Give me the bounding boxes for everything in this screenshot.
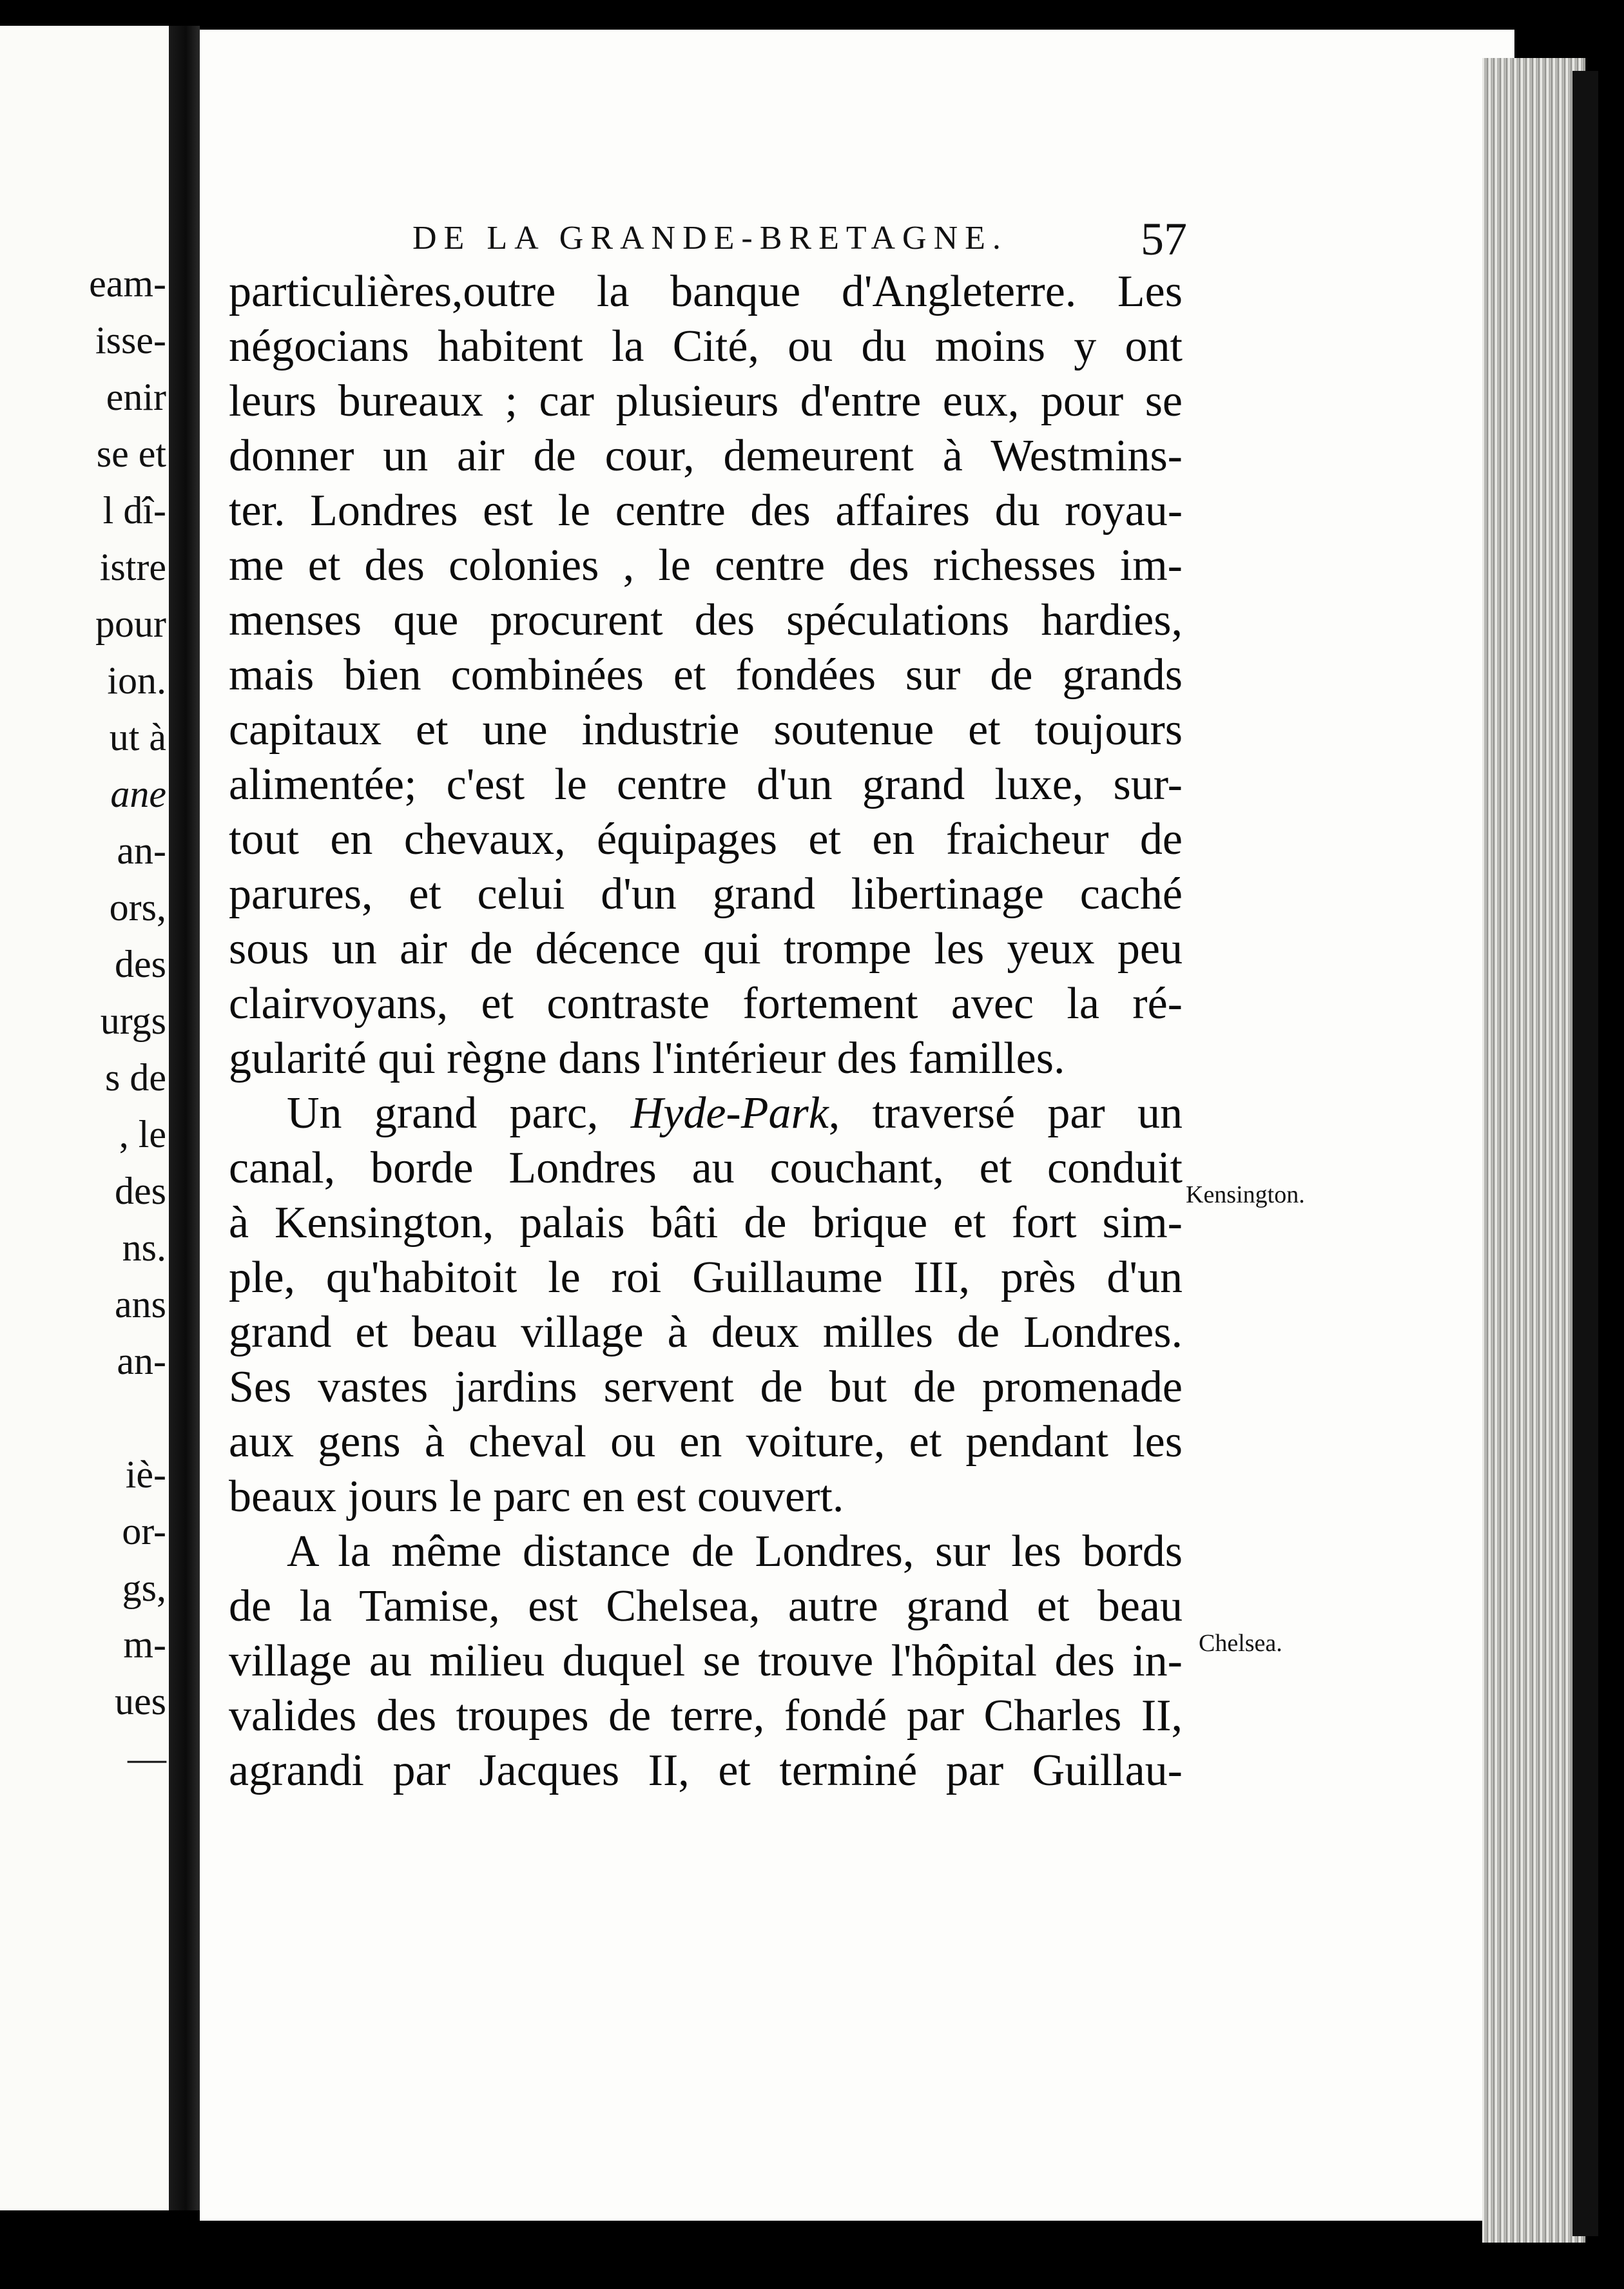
- page-fore-edge-shadow: [1572, 71, 1598, 2236]
- text-line: village au milieu duquel se trouve l'hôpital des in-: [229, 1636, 1183, 1686]
- left-page-fragment: ues: [115, 1680, 166, 1723]
- left-page-fragment: gs,: [122, 1567, 166, 1609]
- left-page-fragment: or-: [122, 1510, 166, 1552]
- text-line: valides des troupes de terre, fondé par Charles II,: [229, 1691, 1183, 1741]
- text-line: particulières,outre la banque d'Angleterre. Les: [229, 267, 1183, 316]
- paragraph-start-line: A la même distance de Londres, sur les bords: [287, 1527, 1183, 1576]
- text-line: grand et beau village à deux milles de Londres.: [229, 1308, 1183, 1357]
- left-page-fragment: pour: [95, 603, 166, 645]
- text-line: leurs bureaux ; car plusieurs d'entre eux, pour se: [229, 376, 1183, 426]
- left-page-fragment: des: [115, 943, 166, 985]
- text-line: ple, qu'habitoit le roi Guillaume III, près d'un: [229, 1253, 1183, 1302]
- left-page-fragment: des: [115, 1170, 166, 1212]
- left-page-fragment: s de: [105, 1056, 166, 1099]
- text-line: gularité qui règne dans l'intérieur des familles.: [229, 1034, 1065, 1083]
- book-gutter: [169, 26, 200, 2210]
- text-line: menses que procurent des spéculations hardies,: [229, 595, 1183, 645]
- text-line: Ses vastes jardins servent de but de promenade: [229, 1362, 1183, 1412]
- text-line: me et des colonies , le centre des richesses im-: [229, 541, 1183, 590]
- left-page-fragment: se et: [96, 432, 166, 475]
- page-number: 57: [1141, 213, 1187, 265]
- left-page-fragment: l dî-: [102, 489, 166, 532]
- left-page-fragment: urgs: [100, 1000, 166, 1042]
- left-page-fragment: ion.: [107, 659, 166, 702]
- text-line: aux gens à cheval ou en voiture, et pendant les: [229, 1417, 1183, 1467]
- paragraph-start-line: [229, 1086, 1183, 1141]
- text-line: donner un air de cour, demeurent à Westmins-: [229, 431, 1183, 481]
- left-page-fragment: eam-: [89, 262, 166, 305]
- left-page-fragment: ut à: [109, 716, 166, 758]
- left-page-fragment: , le: [119, 1113, 166, 1155]
- text-line: agrandi par Jacques II, et terminé par Guillau-: [229, 1746, 1183, 1795]
- left-page-fragment: m-: [123, 1623, 166, 1666]
- text-line: beaux jours le parc en est couvert.: [229, 1472, 844, 1521]
- left-page-fragment: istre: [99, 546, 166, 588]
- text-line: clairvoyans, et contraste fortement avec la ré-: [229, 979, 1183, 1029]
- left-page-fragment: —: [128, 1737, 166, 1779]
- left-page-fragment: an-: [117, 829, 166, 872]
- text-line: alimentée; c'est le centre d'un grand luxe, sur-: [229, 760, 1183, 809]
- running-head: DE LA GRANDE-BRETAGNE.: [412, 220, 1008, 256]
- text-line: négocians habitent la Cité, ou du moins y ont: [229, 322, 1183, 371]
- margin-note-chelsea: Chelsea.: [1199, 1630, 1282, 1657]
- text-span: Un grand parc,: [287, 1088, 631, 1138]
- text-line: parures, et celui d'un grand libertinage caché: [229, 869, 1183, 919]
- text-line: canal, borde Londres au couchant, et conduit: [229, 1143, 1183, 1193]
- italic-place-name: Hyde-Park: [630, 1088, 829, 1138]
- left-facing-page: [0, 26, 169, 2210]
- left-page-fragment: isse-: [95, 319, 166, 362]
- left-page-fragment: an-: [117, 1340, 166, 1382]
- page-fore-edge: [1482, 58, 1585, 2243]
- text-line: tout en chevaux, équipages et en fraicheur de: [229, 815, 1183, 864]
- text-line: capitaux et une industrie soutenue et toujours: [229, 705, 1183, 755]
- text-line: sous un air de décence qui trompe les yeux peu: [229, 924, 1183, 974]
- left-page-fragment: ors,: [109, 886, 166, 929]
- text-line: à Kensington, palais bâti de brique et fort sim-: [229, 1198, 1183, 1248]
- left-page-fragment: enir: [106, 376, 166, 418]
- left-page-fragment: ane: [110, 773, 166, 815]
- text-span: , traversé par un: [828, 1088, 1183, 1138]
- left-page-fragment: ans: [115, 1283, 166, 1326]
- left-page-fragment: ns.: [122, 1226, 166, 1269]
- text-line: mais bien combinées et fondées sur de grands: [229, 650, 1183, 700]
- body-text: [229, 264, 1183, 1798]
- text-line: de la Tamise, est Chelsea, autre grand et beau: [229, 1581, 1183, 1631]
- left-page-fragment: iè-: [125, 1453, 166, 1496]
- margin-note-kensington: Kensington.: [1186, 1181, 1305, 1208]
- text-line: ter. Londres est le centre des affaires du royau-: [229, 486, 1183, 536]
